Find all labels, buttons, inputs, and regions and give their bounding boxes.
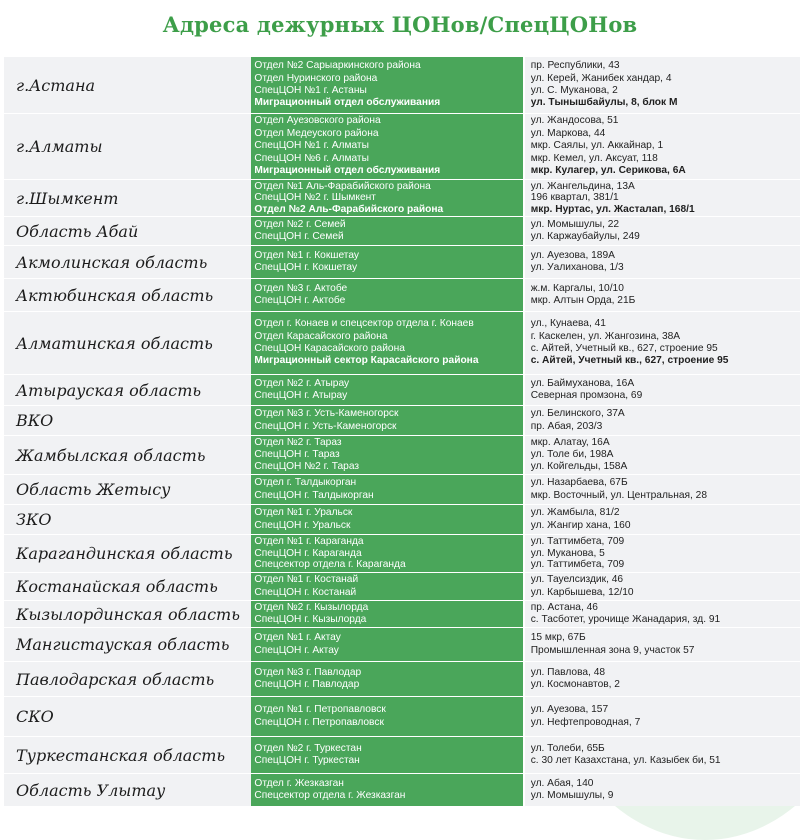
region-name: Жамбылская область (4, 436, 251, 474)
office-list (251, 375, 522, 405)
office-address: пр. Астана, 46 (530, 602, 598, 613)
office-address: с. Тасботет, урочище Жанадария, зд. 91 (530, 614, 721, 625)
office-list (251, 180, 522, 216)
address-list (525, 475, 800, 504)
region-name: ЗКО (4, 505, 251, 534)
address-list (525, 114, 800, 179)
address-list (525, 535, 800, 572)
table-row (4, 245, 800, 278)
office-name: Миграционный сектор Карасайского района (254, 355, 479, 367)
office-name: Отдел №1 г. Кокшетау (254, 249, 359, 261)
office-address: ул. Белинского, 37А (530, 408, 625, 420)
office-name: СпецЦОН г. Актау (254, 644, 339, 656)
table-row (4, 600, 800, 627)
office-name: Отдел Ауезовского района (254, 115, 381, 127)
office-address: ул. Толеби, 65Б (530, 742, 605, 754)
region-name: Алматинская область (4, 312, 251, 374)
office-address: ул. Нефтепроводная, 7 (530, 716, 641, 728)
table-row (4, 311, 800, 374)
office-name: СпецЦОН г. Семей (254, 231, 344, 242)
table-row (4, 374, 800, 405)
office-name: Отдел г. Конаев и спецсектор отдела г. Конаев (254, 318, 474, 330)
office-list (251, 312, 522, 374)
table-row (4, 773, 800, 806)
address-list (525, 375, 800, 405)
office-list (251, 601, 522, 627)
office-list (251, 246, 522, 278)
office-name: СпецЦОН г. Актобе (254, 295, 346, 306)
office-name: СпецЦОН г. Уральск (254, 519, 351, 531)
office-name: Отдел №1 г. Уральск (254, 507, 353, 519)
office-name: Отдел №2 Аль-Фарабийского района (254, 203, 444, 215)
office-name: Отдел г. Талдыкорган (254, 477, 357, 489)
office-name: Отдел №3 г. Актобе (254, 282, 348, 294)
office-list (251, 662, 522, 696)
office-address: ул. Ауезова, 189А (530, 249, 615, 261)
office-address: с. Айтей, Учетный кв., 627, строение 95 (530, 343, 718, 354)
office-address: ул. Назарбаева, 67Б (530, 477, 628, 489)
region-name: Атырауская область (4, 375, 251, 405)
office-name: Отдел №2 г. Тараз (254, 437, 342, 448)
address-list (525, 246, 800, 278)
office-name: Отдел №1 г. Петропавловск (254, 704, 386, 716)
office-name: СпецЦОН г. Караганда (254, 547, 362, 559)
office-list (251, 475, 522, 504)
office-name: Отдел г. Жезказган (254, 777, 344, 789)
address-list (525, 436, 800, 474)
region-name: Туркестанская область (4, 737, 251, 773)
region-name: Костанайская область (4, 573, 251, 600)
office-address: 196 квартал, 381/1 (530, 192, 619, 204)
address-list (525, 505, 800, 534)
office-name: СпецЦОН №2 г. Шымкент (254, 192, 376, 204)
office-list (251, 628, 522, 661)
office-address: пр. Республики, 43 (530, 60, 620, 72)
office-name: СпецЦОН №1 г. Астаны (254, 85, 367, 96)
office-address: ул. Каржаубайулы, 249 (530, 231, 640, 242)
office-address: Северная промзона, 69 (530, 390, 643, 401)
table-row (4, 56, 800, 113)
office-address: ул. Муканова, 5 (530, 547, 605, 559)
office-name: Спецсектор отдела г. Жезказган (254, 790, 406, 801)
office-address: ул. Жангир хана, 160 (530, 519, 631, 531)
office-address: ул., Кунаева, 41 (530, 318, 606, 330)
region-name: Кызылординская область (4, 601, 251, 627)
office-address: Промышленная зона 9, участок 57 (530, 644, 695, 656)
office-address: ж.м. Каргалы, 10/10 (530, 282, 624, 294)
office-name: СпецЦОН г. Кызылорда (254, 614, 367, 625)
office-address: ул. Маркова, 44 (530, 127, 606, 139)
office-name: СпецЦОН г. Усть-Каменогорск (254, 420, 397, 432)
office-address: мкр. Саялы, ул. Аккайнар, 1 (530, 140, 664, 152)
office-address: мкр. Восточный, ул. Центральная, 28 (530, 489, 707, 501)
address-list (525, 57, 800, 113)
offices-table (4, 56, 800, 806)
office-address: мкр. Нуртас, ул. Жасталап, 168/1 (530, 203, 695, 215)
office-name: СпецЦОН г. Кокшетау (254, 262, 358, 273)
office-address: мкр. Кулагер, ул. Серикова, 6А (530, 165, 686, 177)
office-name: Отдел №2 г. Кызылорда (254, 602, 369, 613)
table-row (4, 627, 800, 661)
address-list (525, 406, 800, 435)
region-name: ВКО (4, 406, 251, 435)
office-address: ул. Жамбыла, 81/2 (530, 507, 620, 519)
region-name: Актюбинская область (4, 279, 251, 311)
office-list (251, 535, 522, 572)
address-list (525, 662, 800, 696)
table-row (4, 278, 800, 311)
address-list (525, 217, 800, 245)
office-address: г. Каскелен, ул. Жангозина, 38А (530, 330, 681, 342)
office-name: СпецЦОН Карасайского района (254, 343, 405, 354)
region-name: г.Астана (4, 57, 251, 113)
office-name: Отдел №2 г. Семей (254, 218, 346, 230)
office-address: мкр. Кемел, ул. Аксуат, 118 (530, 152, 658, 164)
office-name: СпецЦОН г. Тараз (254, 449, 340, 460)
office-name: Отдел №1 г. Костанай (254, 574, 359, 586)
office-name: Отдел №1 г. Караганда (254, 536, 364, 547)
table-row (4, 572, 800, 600)
office-address: мкр. Алатау, 16А (530, 437, 610, 448)
office-name: Отдел №1 Аль-Фарабийского района (254, 181, 431, 192)
office-name: СпецЦОН г. Туркестан (254, 755, 360, 766)
address-list (525, 279, 800, 311)
region-name: г.Алматы (4, 114, 251, 179)
office-address: ул. Уалиханова, 1/3 (530, 262, 624, 273)
office-list (251, 436, 522, 474)
office-name: СпецЦОН г. Талдыкорган (254, 489, 374, 501)
office-address: ул. Керей, Жанибек хандар, 4 (530, 72, 672, 84)
table-row (4, 113, 800, 179)
office-list (251, 114, 522, 179)
office-list (251, 697, 522, 736)
office-address: ул. С. Муканова, 2 (530, 85, 618, 96)
address-list (525, 628, 800, 661)
address-list (525, 312, 800, 374)
office-name: Отдел Карасайского района (254, 330, 388, 342)
region-name: г.Шымкент (4, 180, 251, 216)
office-name: СпецЦОН г. Атырау (254, 390, 348, 401)
office-list (251, 737, 522, 773)
office-name: Отдел №1 г. Актау (254, 632, 341, 644)
region-name: Карагандинская область (4, 535, 251, 572)
office-name: Отдел Нуринского района (254, 72, 378, 84)
office-address: ул. Космонавтов, 2 (530, 679, 620, 690)
table-row (4, 736, 800, 773)
table-row (4, 696, 800, 736)
table-row (4, 474, 800, 504)
office-name: СпецЦОН г. Павлодар (254, 679, 360, 690)
region-name: Область Жетысу (4, 475, 251, 504)
region-name: СКО (4, 697, 251, 736)
office-address: ул. Жандосова, 51 (530, 115, 619, 127)
office-address: ул. Таттимбета, 709 (530, 536, 625, 547)
office-address: ул. Тауелсиздик, 46 (530, 574, 624, 586)
office-address: 15 мкр, 67Б (530, 632, 586, 644)
office-name: Отдел №3 г. Павлодар (254, 666, 362, 678)
office-address: ул. Баймуханова, 16А (530, 377, 635, 389)
region-name: Область Улытау (4, 774, 251, 806)
office-list (251, 505, 522, 534)
office-address: мкр. Алтын Орда, 21Б (530, 295, 636, 306)
region-name: Акмолинская область (4, 246, 251, 278)
table-row (4, 179, 800, 216)
address-list (525, 737, 800, 773)
table-row (4, 661, 800, 696)
office-list (251, 57, 522, 113)
office-address: ул. Толе би, 198А (530, 449, 614, 460)
table-row (4, 405, 800, 435)
office-list (251, 406, 522, 435)
office-name: СпецЦОН №1 г. Алматы (254, 140, 369, 152)
address-list (525, 774, 800, 806)
office-address: пр. Абая, 203/3 (530, 420, 603, 432)
office-name: Отдел Медеуского района (254, 127, 379, 139)
office-name: Миграционный отдел обслуживания (254, 165, 441, 177)
office-address: ул. Карбышева, 12/10 (530, 586, 634, 598)
region-name: Область Абай (4, 217, 251, 245)
office-address: ул. Абая, 140 (530, 777, 594, 789)
table-row (4, 534, 800, 572)
address-list (525, 180, 800, 216)
office-name: СпецЦОН г. Костанай (254, 586, 357, 598)
office-address: ул. Тынышбайулы, 8, блок М (530, 97, 678, 109)
page-title: Адреса дежурных ЦОНов/СпецЦОНов (162, 12, 638, 37)
table-row (4, 504, 800, 534)
office-address: ул. Таттимбета, 709 (530, 559, 625, 571)
office-address: с. Айтей, Учетный кв., 627, строение 95 (530, 355, 729, 367)
office-list (251, 279, 522, 311)
office-name: СпецЦОН г. Петропавловск (254, 716, 384, 728)
office-name: СпецЦОН №6 г. Алматы (254, 152, 369, 164)
office-list (251, 573, 522, 600)
office-address: ул. Момышулы, 9 (530, 790, 614, 801)
office-name: Спецсектор отдела г. Караганда (254, 559, 406, 571)
office-address: ул. Ауезова, 157 (530, 704, 609, 716)
office-list (251, 774, 522, 806)
office-name: Отдел №2 г. Атырау (254, 377, 350, 389)
office-address: ул. Момышулы, 22 (530, 218, 620, 230)
office-address: ул. Жангельдина, 13А (530, 181, 635, 192)
region-name: Мангистауская область (4, 628, 251, 661)
office-name: Отдел №3 г. Усть-Каменогорск (254, 408, 399, 420)
table-row (4, 216, 800, 245)
region-name: Павлодарская область (4, 662, 251, 696)
address-list (525, 697, 800, 736)
address-list (525, 573, 800, 600)
office-address: ул. Павлова, 48 (530, 666, 606, 678)
office-name: Отдел №2 г. Туркестан (254, 742, 362, 754)
office-name: Миграционный отдел обслуживания (254, 97, 441, 109)
office-address: ул. Койгельды, 158А (530, 461, 628, 472)
office-address: с. 30 лет Казахстана, ул. Казыбек би, 51 (530, 755, 721, 766)
office-name: Отдел №2 Сарыаркинского района (254, 60, 421, 72)
table-row (4, 435, 800, 474)
address-list (525, 601, 800, 627)
office-list (251, 217, 522, 245)
office-name: СпецЦОН №2 г. Тараз (254, 461, 360, 472)
